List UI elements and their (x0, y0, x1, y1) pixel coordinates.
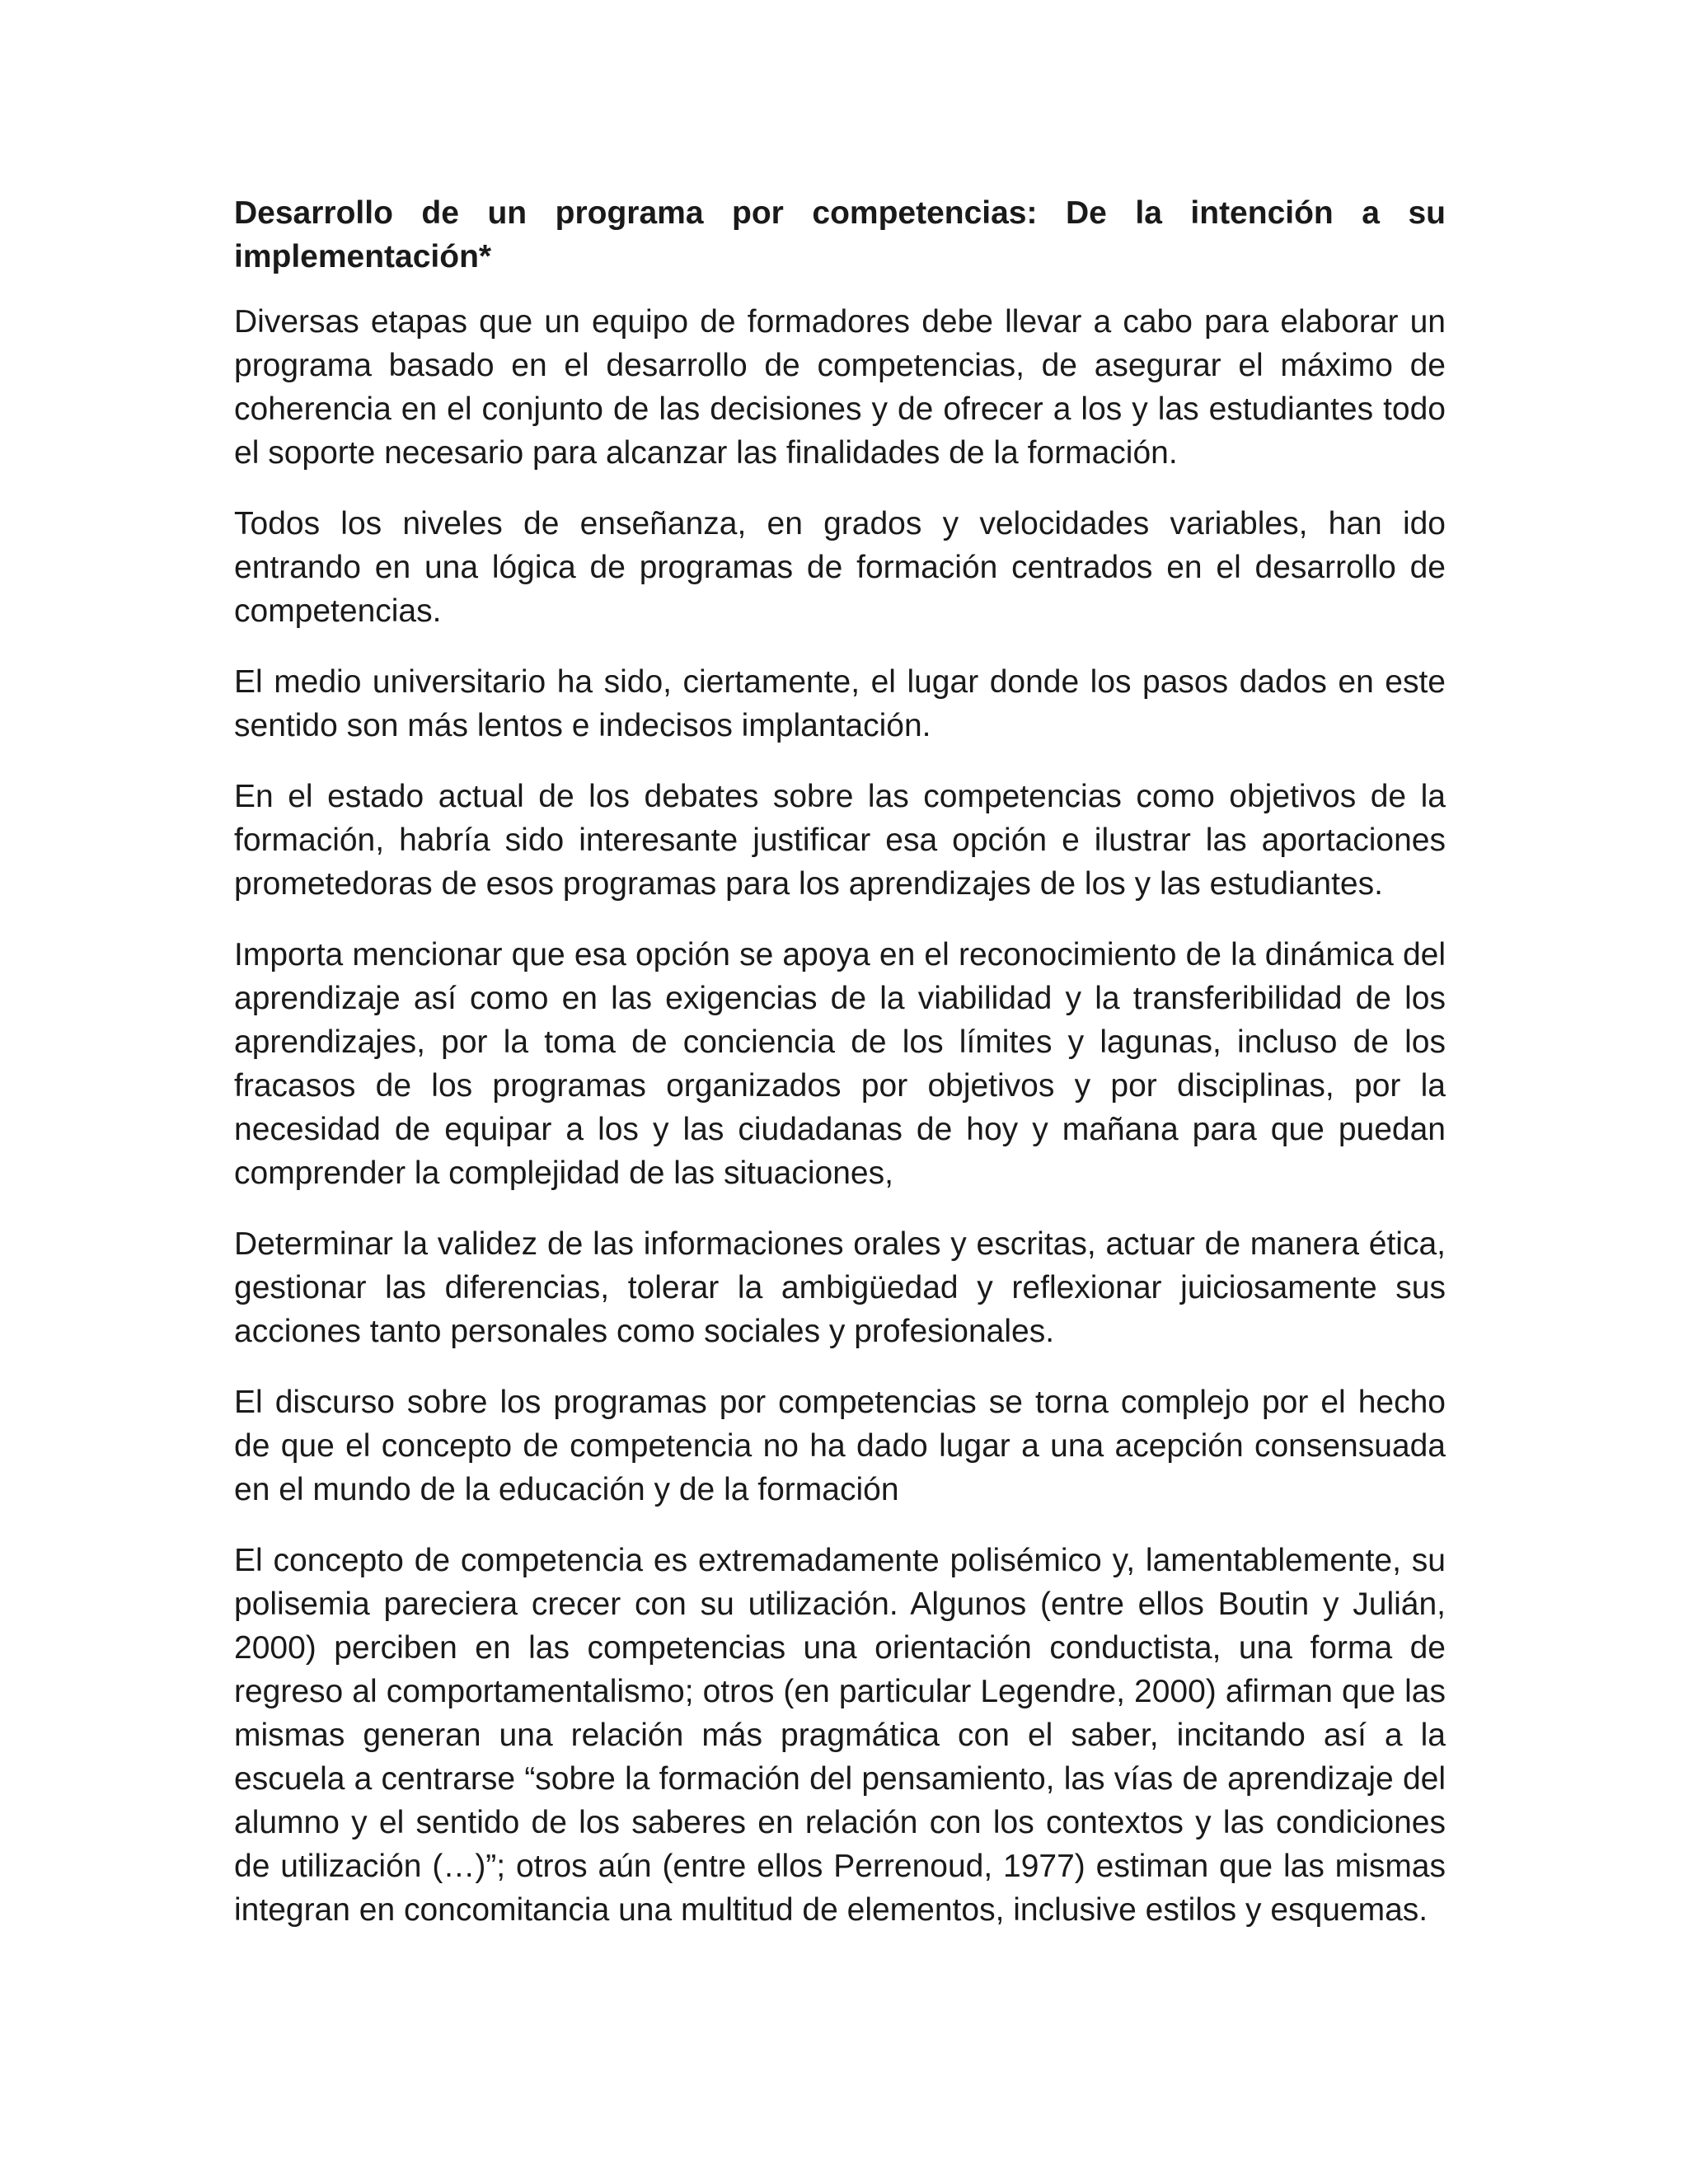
paragraph-7: El discurso sobre los programas por competencias se torna complejo por el hecho de que el concepto de competencia no ha dado lugar a una acepción consensuada en el mundo de la educación y de la formación (234, 1385, 1446, 1507)
document-title-text: Desarrollo de un programa por competencias: De la intención a su implementación (234, 195, 1446, 274)
footnote-mark: * (478, 239, 492, 274)
paragraph-1: Diversas etapas que un equipo de formadores debe llevar a cabo para elaborar un programa basado en el desarrollo de competencias, de asegurar el máximo de coherencia en el conjunto de las decisiones y de ofrecer a los y las estudiantes todo el soporte necesario para alcanzar las finalidades de la formación. (234, 304, 1446, 471)
paragraph-3: El medio universitario ha sido, ciertamente, el lugar donde los pasos dados en este sentido son más lentos e indecisos implantación. (234, 664, 1446, 743)
paragraph-6: Determinar la validez de las informaciones orales y escritas, actuar de manera ética, gestionar las diferencias, tolerar la ambigüedad y reflexionar juiciosamente sus acciones tanto personales como sociales y profesionales. (234, 1226, 1446, 1349)
paragraph-8: El concepto de competencia es extremadamente polisémico y, lamentablemente, su polisemia pareciera crecer con su utilización. Algunos (entre ellos Boutin y Julián, 2000) perciben en las competencias una orientación conductista, una forma de regreso al comportamentalismo; otros (en particular Legendre, 2000) afirman que las mismas generan una relación más pragmática con el saber, incitando así a la escuela a centrarse “sobre la formación del pensamiento, las vías de aprendizaje del alumno y el sentido de los saberes en relación con los contextos y las condiciones de utilización (…)”; otros aún (entre ellos Perrenoud, 1977) estiman que las mismas integran en concomitancia una multitud de elementos, inclusive estilos y esquemas. (234, 1543, 1446, 1928)
document-title (234, 191, 1446, 279)
paragraph-2: Todos los niveles de enseñanza, en grados y velocidades variables, han ido entrando en una lógica de programas de formación centrados en el desarrollo de competencias. (234, 506, 1446, 629)
document-page (234, 191, 1446, 1959)
paragraph-4: En el estado actual de los debates sobre las competencias como objetivos de la formación, habría sido interesante justificar esa opción e ilustrar las aportaciones prometedoras de esos programas para los aprendizajes de los y las estudiantes. (234, 779, 1446, 902)
paragraph-5: Importa mencionar que esa opción se apoya en el reconocimiento de la dinámica del aprendizaje así como en las exigencias de la viabilidad y la transferibilidad de los aprendizajes, por la toma de conciencia de los límites y lagunas, incluso de los fracasos de los programas organizados por objetivos y por disciplinas, por la necesidad de equipar a los y las ciudadanas de hoy y mañana para que puedan comprender la complejidad de las situaciones, (234, 937, 1446, 1191)
